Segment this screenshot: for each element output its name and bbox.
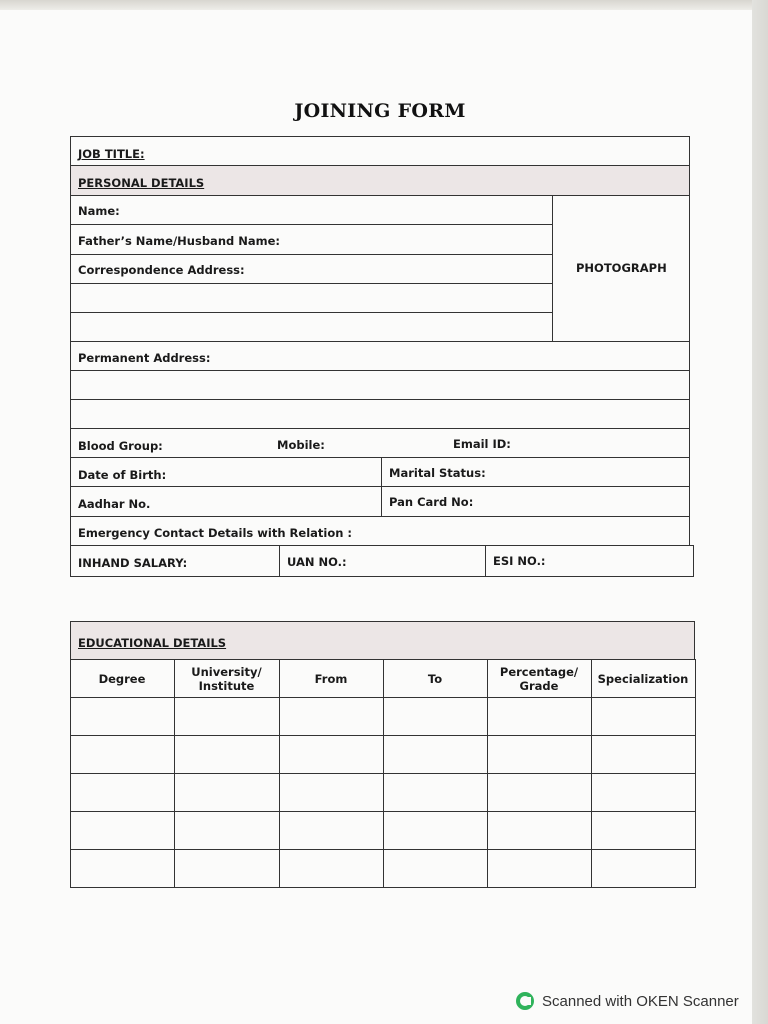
column-header-line-1: From <box>314 672 348 686</box>
education-cell[interactable] <box>280 812 383 849</box>
education-cell[interactable] <box>592 736 695 773</box>
education-cell[interactable] <box>592 698 695 735</box>
education-cell[interactable] <box>592 812 695 849</box>
education-cell[interactable] <box>71 698 174 735</box>
column-header-line-1: University/ <box>191 665 262 679</box>
column-header-line-1: Degree <box>98 672 146 686</box>
correspondence-address-label: Correspondence Address: <box>78 263 245 277</box>
contact-row <box>70 429 690 458</box>
inhand-salary-label: INHAND SALARY: <box>78 556 188 570</box>
education-cell[interactable] <box>280 850 383 887</box>
esi-no-label: ESI NO.: <box>493 554 546 568</box>
education-cell[interactable] <box>384 736 487 773</box>
column-header-line-1: To <box>427 672 443 686</box>
education-cell[interactable] <box>384 812 487 849</box>
education-cell[interactable] <box>71 774 174 811</box>
aadhar-pan-row <box>70 487 690 517</box>
education-cell[interactable] <box>488 812 591 849</box>
education-cell[interactable] <box>175 698 279 735</box>
correspondence-address-line-2[interactable] <box>70 284 553 313</box>
education-cell[interactable] <box>280 774 383 811</box>
uan-no-label: UAN NO.: <box>287 555 347 569</box>
salary-divider-2 <box>485 546 486 577</box>
permanent-address-label: Permanent Address: <box>78 351 211 365</box>
education-cell[interactable] <box>280 736 383 773</box>
column-header-university <box>174 665 279 693</box>
education-cell[interactable] <box>175 812 279 849</box>
column-header-specialization <box>591 672 695 686</box>
job-title-label: JOB TITLE: <box>78 147 145 161</box>
education-cell[interactable] <box>488 736 591 773</box>
paper-right-edge <box>752 0 768 1024</box>
column-header-to <box>383 672 487 686</box>
blood-group-label: Blood Group: <box>78 439 163 453</box>
education-cell[interactable] <box>175 774 279 811</box>
scan-top-edge <box>0 0 768 10</box>
watermark-text: Scanned with OKEN Scanner <box>542 992 739 1010</box>
education-cell[interactable] <box>592 850 695 887</box>
date-of-birth-label: Date of Birth: <box>78 468 167 482</box>
oken-logo-icon <box>516 992 534 1010</box>
emergency-contact-label: Emergency Contact Details with Relation : <box>78 526 353 540</box>
column-header-line-2: Grade <box>519 679 559 693</box>
mobile-label: Mobile: <box>277 438 325 452</box>
scanner-watermark <box>516 990 739 1012</box>
marital-status-label: Marital Status: <box>389 466 486 480</box>
education-cell[interactable] <box>488 850 591 887</box>
father-husband-name-label: Father’s Name/Husband Name: <box>78 234 281 248</box>
education-cell[interactable] <box>384 698 487 735</box>
education-cell[interactable] <box>280 698 383 735</box>
education-cell[interactable] <box>71 812 174 849</box>
column-header-percentage <box>487 665 591 693</box>
education-cell[interactable] <box>175 736 279 773</box>
education-cell[interactable] <box>488 774 591 811</box>
education-cell[interactable] <box>384 850 487 887</box>
personal-details-label: PERSONAL DETAILS <box>78 176 205 190</box>
column-header-line-1: Percentage/ <box>499 665 579 679</box>
grid-header-top-line <box>70 659 696 660</box>
name-label: Name: <box>78 204 120 218</box>
correspondence-address-line-3[interactable] <box>70 313 553 342</box>
permanent-address-line-3[interactable] <box>70 400 690 429</box>
pan-card-no-label: Pan Card No: <box>389 495 474 509</box>
form-title: JOINING FORM <box>294 100 466 122</box>
education-cell[interactable] <box>71 736 174 773</box>
education-cell[interactable] <box>592 774 695 811</box>
job-title-row[interactable] <box>70 136 690 166</box>
education-cell[interactable] <box>488 698 591 735</box>
name-field[interactable] <box>70 196 553 225</box>
column-header-line-1: Specialization <box>597 672 689 686</box>
column-header-from <box>279 672 383 686</box>
column-header-line-2: Institute <box>198 679 255 693</box>
salary-divider-1 <box>279 546 280 577</box>
education-cell[interactable] <box>384 774 487 811</box>
educational-details-label: EDUCATIONAL DETAILS <box>78 636 227 650</box>
education-cell[interactable] <box>71 850 174 887</box>
permanent-address-line-2[interactable] <box>70 371 690 400</box>
column-header-degree <box>70 672 174 686</box>
email-id-label: Email ID: <box>453 437 511 451</box>
photograph-label: PHOTOGRAPH <box>576 261 667 275</box>
education-cell[interactable] <box>175 850 279 887</box>
aadhar-no-label: Aadhar No. <box>78 497 151 511</box>
grid-row-line-5 <box>70 887 696 888</box>
